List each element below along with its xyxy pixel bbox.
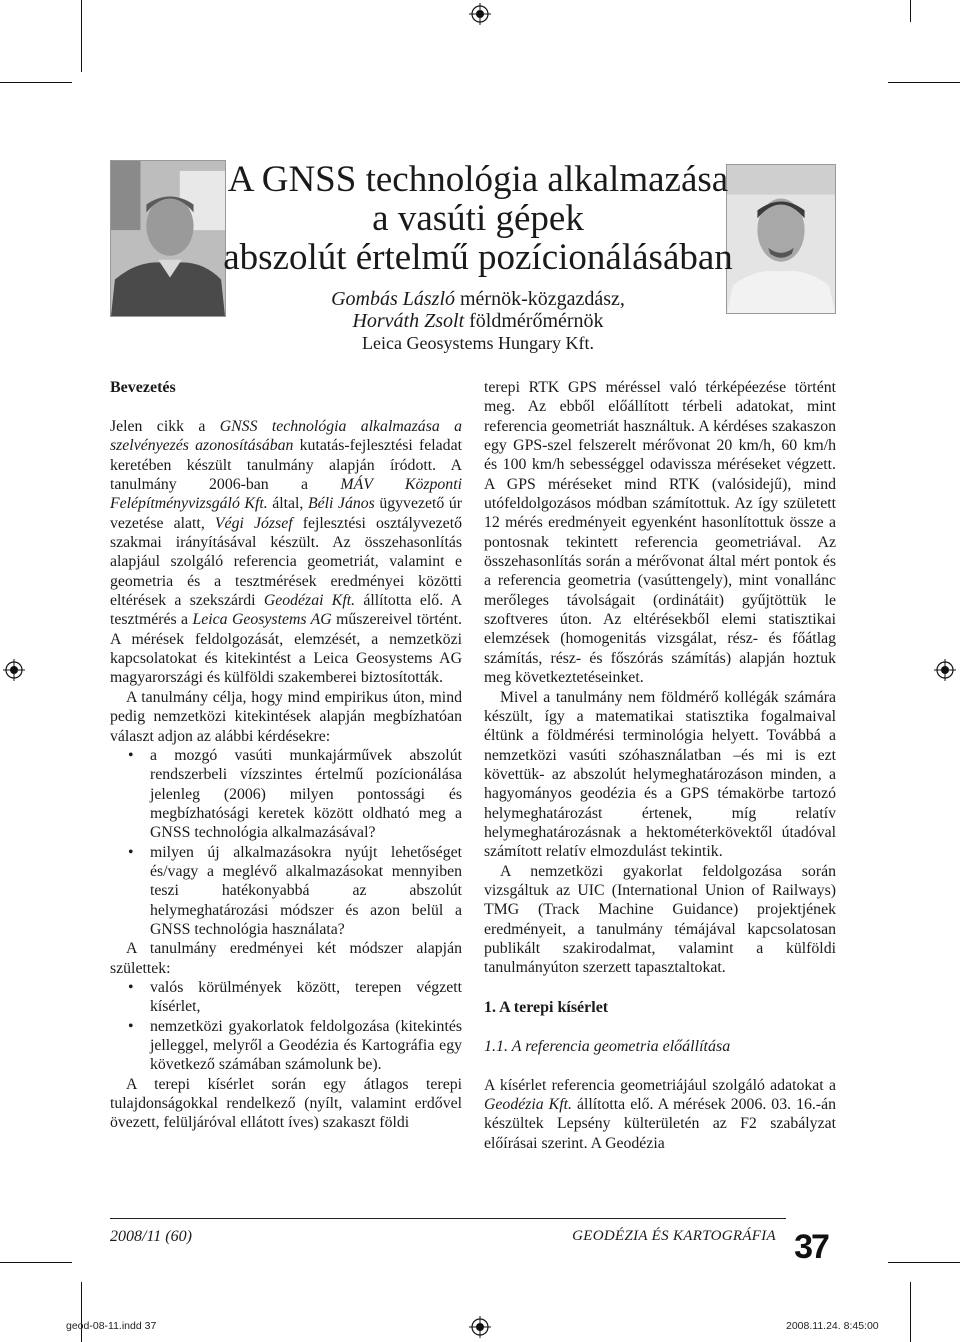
print-slug-date: 2008.11.24. 8:45:00 (786, 1320, 879, 1332)
paragraph: terepi RTK GPS méréssel való térképéezése történt meg. Az ebből előállított térbeli adatokat, mint referencia geometriát használtuk. A kérdéses szakaszon egy GPS-szel felszerelt mérővonat 20 km/h, 60 km/h és 100 km/h sebességgel odavissza méréseket végzett. A GPS méréseket mind RTK (valósidejű), mind utófeldolgozásos módban számítottuk. Az így született 12 mérés eredményeit egyenként hasonlítottuk össze a pontosnak tekintett referencia geometriával. Az összehasonlítás során a mérővonat által mért pontok és a referencia geometria (vasúttengely), mint vonallánc merőleges távolságait (ordinátáit) gyűjtöttük le szoftveres úton. Az eltérésekből elemi statisztikai elemzések (homogenitás vizsgálat, rész- és főátlag számítás, rész- és főszórás számítás) alapján hoztuk meg következtetéseinket. (484, 379, 836, 687)
registration-mark-icon (469, 3, 491, 25)
crop-mark (888, 1262, 960, 1263)
list-item: • nemzetközi gyakorlatok feldolgozása (kitekintés jelleggel, melyről a Geodézia és Kartográfia egy következő számában számolunk be). (110, 1017, 462, 1075)
crop-mark (81, 1282, 82, 1342)
author-name: Horváth Zsolt (352, 310, 465, 332)
title-line: abszolút értelmű pozícionálásában (223, 237, 733, 278)
author-block (240, 288, 716, 354)
section-heading: 1. A terepi kísérlet (484, 998, 609, 1016)
paragraph: A tanulmány eredményei két módszer alapján születtek: (110, 940, 462, 977)
registration-mark-icon (469, 1316, 491, 1338)
list-item: • milyen új alkalmazásokra nyújt lehetőséget és/vagy a meglévő alkalmazásokat mennyiben teszi hatékonyabbá az abszolút helymeghatározási módszer és azon belül a GNSS technológia használata? (110, 843, 462, 940)
left-column (110, 378, 462, 1133)
section-heading: Bevezetés (110, 379, 176, 396)
paragraph: A tanulmány célja, hogy mind empirikus úton, mind pedig nemzetközi kitekintések alapján megbízhatóan választ adjon az alábbi kérdésekre: (110, 688, 462, 745)
footer-rule (110, 1218, 786, 1219)
crop-mark (0, 82, 72, 83)
list-item: • valós körülmények között, terepen végzett kísérlet, (110, 978, 462, 1017)
author-role: földmérőmérnök (464, 310, 604, 332)
list-item: • a mozgó vasúti munkajárművek abszolút rendszerbeli vízszintes értelmű pozícionálása jelenleg (2006) milyen pontossági és megbízhatósági keretek között oldható meg a GNSS technológia alkalmazásával? (110, 746, 462, 843)
title-line: A GNSS technológia alkalmazása (227, 159, 729, 200)
crop-mark (888, 82, 960, 83)
title-line: a vasúti gépek (372, 198, 584, 239)
crop-mark (910, 0, 911, 22)
paragraph: A nemzetközi gyakorlat feldolgozása során vizsgáltuk az UIC (International Union of Railways) TMG (Track Machine Guidance) projektjének eredményeit, a tanulmány témájával kapcsolatosan publikált szakirodalmat, valamint a külföldi tanulmányúton szerzett tapasztaltokat. (484, 862, 836, 977)
registration-mark-icon (3, 659, 25, 681)
paragraph: A terepi kísérlet során egy átlagos terepi tulajdonságokkal rendelkező (nyílt, valamint erdővel övezett, felüljáróval ellátott íves) szakaszt földi (110, 1075, 462, 1132)
crop-mark (910, 1282, 911, 1342)
registration-mark-icon (934, 659, 956, 681)
crop-mark (0, 1262, 72, 1263)
issue-number: 2008/11 (60) (110, 1228, 192, 1245)
paragraph: A kísérlet referencia geometriájául szolgáló adatokat a Geodézia Kft. állította elő. A mérések 2006. 03. 16.-án készültek Lepsény külterületén az F2 szabályzat előírásai szerint. A Geodézia (484, 1076, 836, 1152)
author-name: Gombás László (331, 288, 455, 310)
author-company: Leica Geosystems Hungary Kft. (362, 333, 594, 353)
author-role: mérnök-közgazdász, (455, 288, 625, 310)
right-column (484, 378, 836, 1153)
article-title (200, 160, 756, 277)
bullet-list (110, 978, 462, 1075)
crop-mark (81, 0, 82, 72)
paragraph: Mivel a tanulmány nem földmérő kollégák számára készült, így a matematikai statisztika fogalmaival éltünk a földmérési terminológia helyett. Továbbá a nemzetközi vasúti szóhasználatban –és mi is ezt követtük- az abszolút helymeghatározáson minden, a hagyományos geodézia és a GPS témakörbe tartozó helymeghatározást értenek, míg relatív helymeghatározásnak a hektométerkövektől útadóval számított relatív elmozdulást tekintik. (484, 688, 836, 861)
bullet-list (110, 746, 462, 939)
journal-name: GEODÉZIA ÉS KARTOGRÁFIA (572, 1228, 776, 1244)
subsection-heading: 1.1. A referencia geometria előállítása (484, 1037, 731, 1055)
author-line (240, 288, 716, 310)
author-line (240, 310, 716, 332)
print-slug-file: geod-08-11.indd 37 (66, 1320, 157, 1332)
paragraph: Jelen cikk a GNSS technológia alkalmazása a szelvényezés azonosításában kutatás-fejlesztési feladat keretében készült tanulmány alapján íródott. A tanulmány 2006-ban a MÁV Központi Felépítményvizsgáló Kft. által, Béli János ügyvezető úr vezetése alatt, Végi József fejlesztési osztályvezető szakmai irányításával készült. Az összehasonlítás alapjául szolgáló referencia geometriát, valamint e geometria és a tesztmérések eredményei közötti eltérések a szekszárdi Geodézai Kft. állította elő. A tesztmérés a Leica Geosystems AG műszereivel történt. A mérések feldolgozását, elemzését, a nemzetközi kapcsolatokat és kitekintést a Leica Geosystems AG magyarországi és külföldi szakemberei biztosították. (110, 418, 462, 687)
page-number: 37 (789, 1216, 833, 1278)
